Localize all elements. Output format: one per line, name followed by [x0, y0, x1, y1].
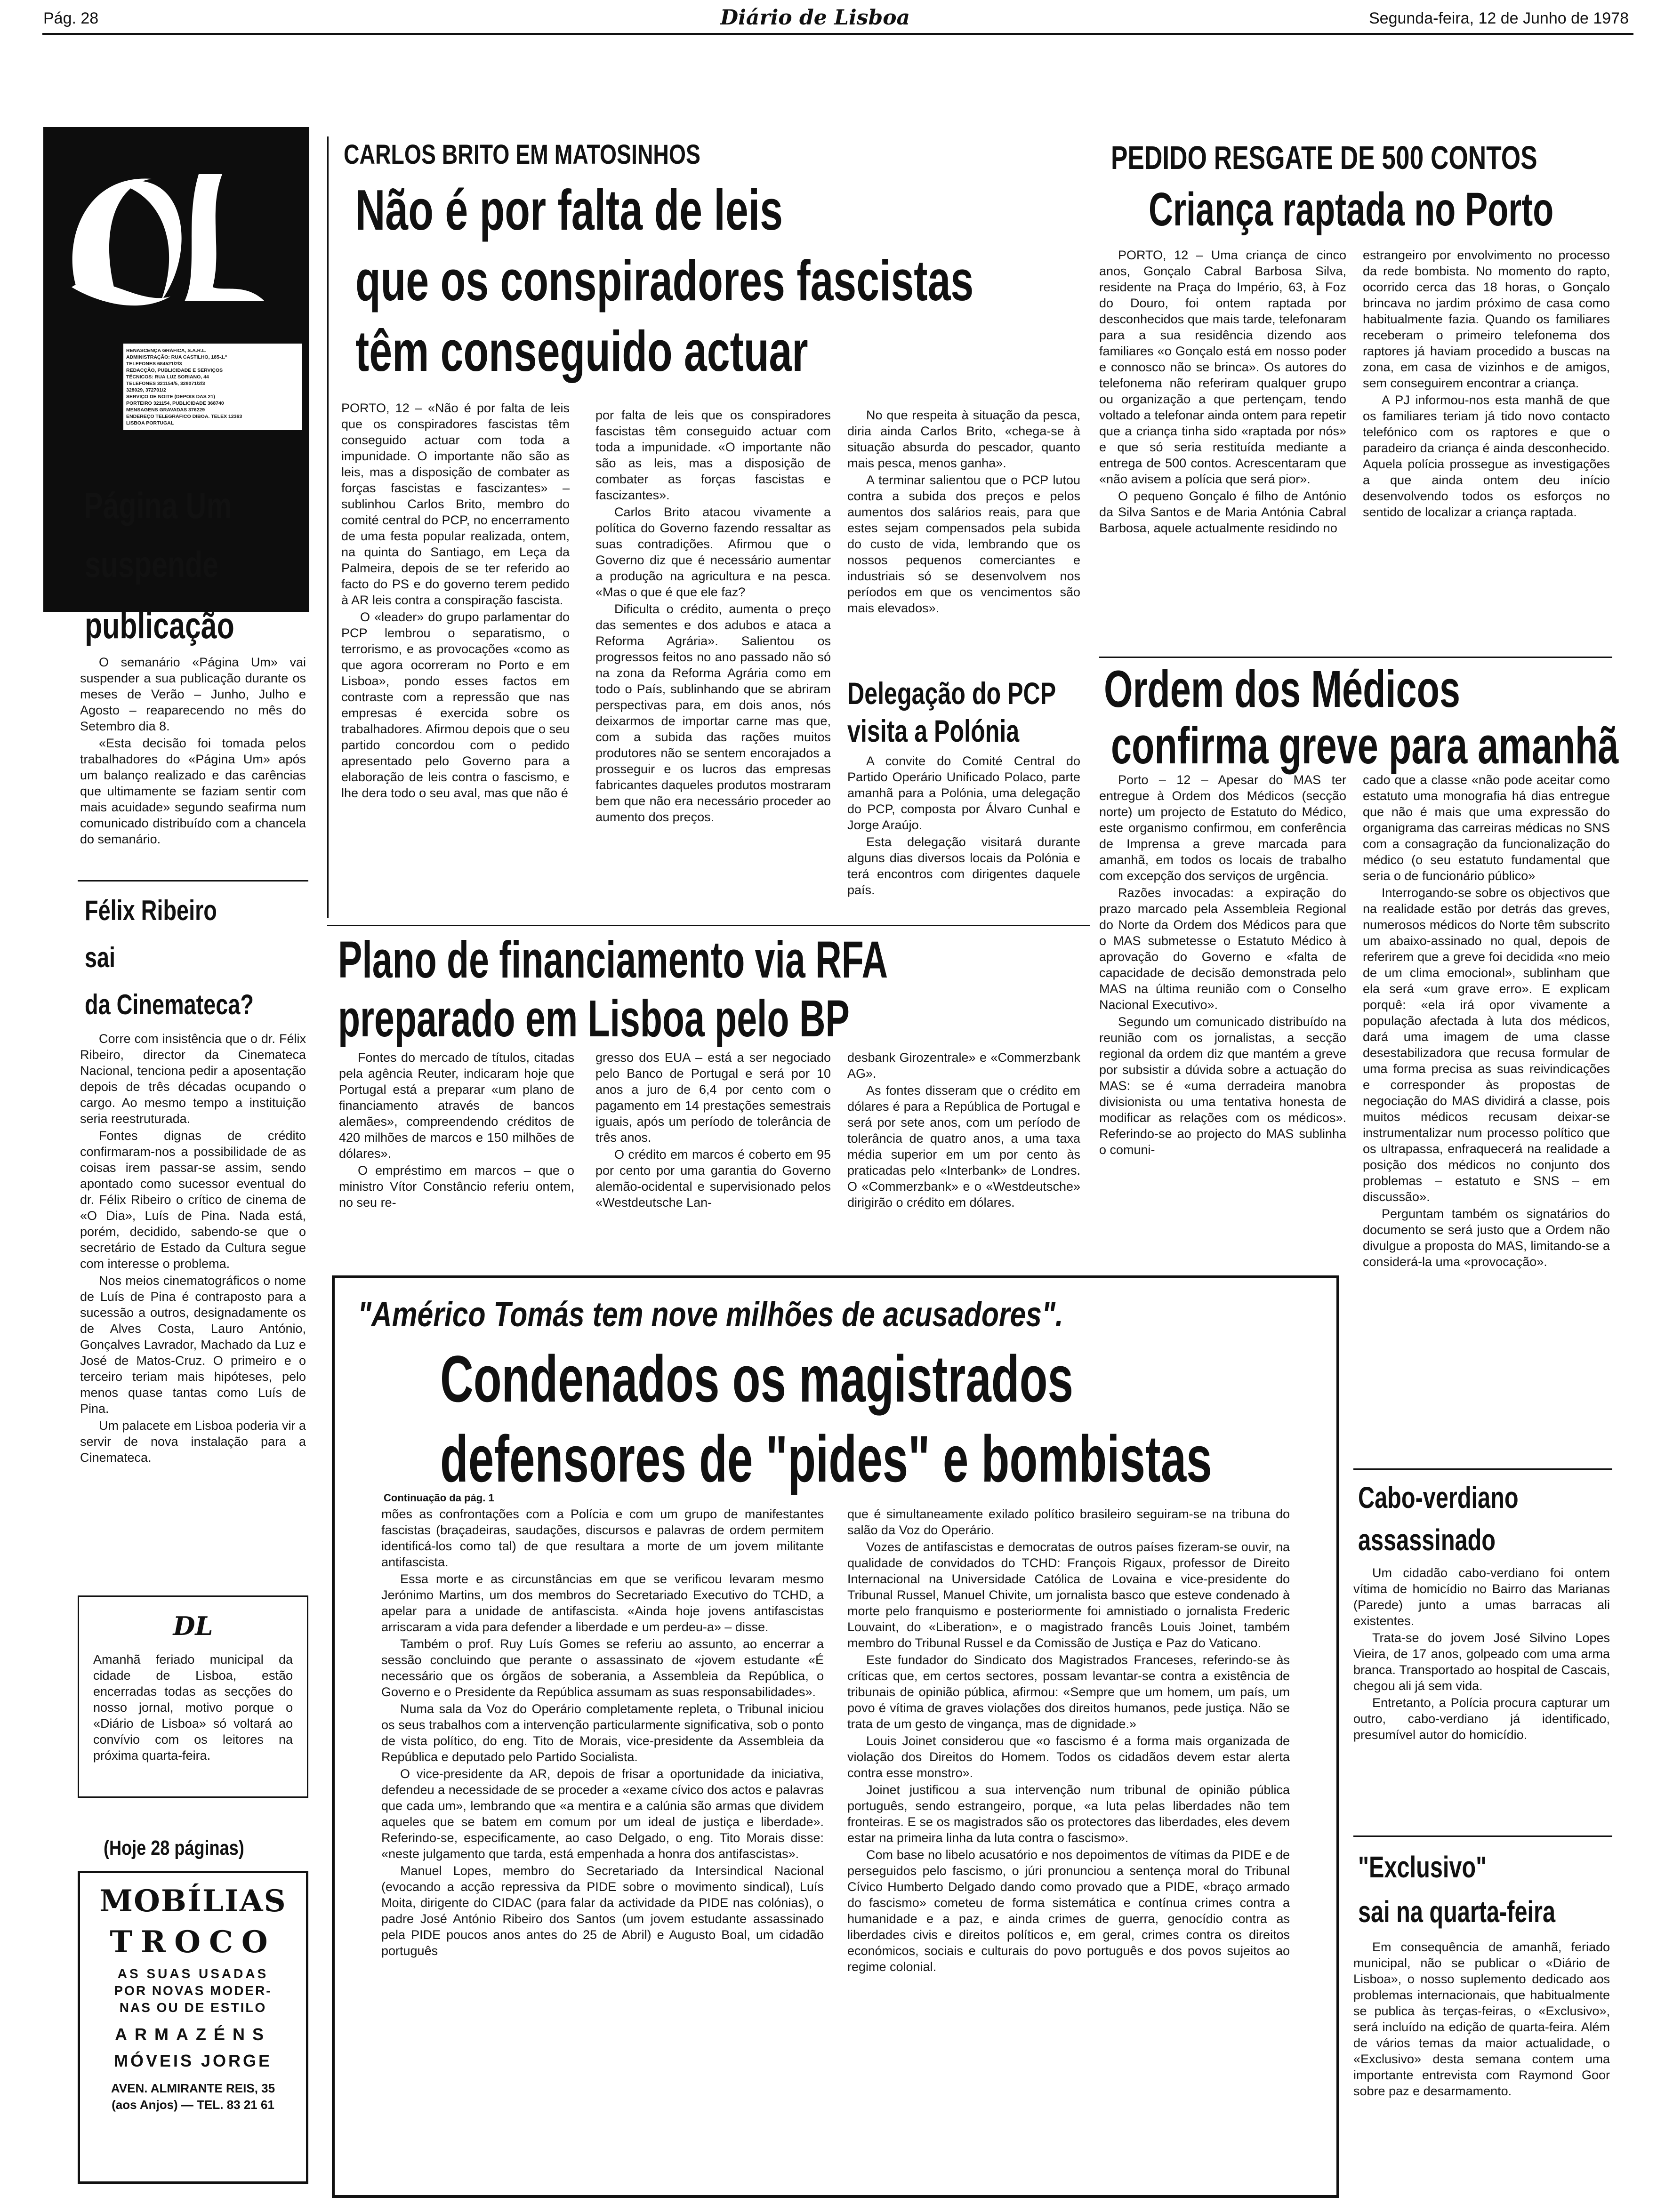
- plano-col-3: [847, 1050, 1080, 1257]
- plano-headline-1: Plano de financiamento via RFA: [338, 931, 888, 989]
- paragraph: que é simultaneamente exilado político brasileiro seguiram-se na tribuna do salão da Voz do Operário.: [847, 1507, 1290, 1537]
- crianca-col-1: [1099, 247, 1346, 652]
- imprint-line: MENSAGENS GRAVADAS 376229: [126, 407, 205, 413]
- plano-headline-2: preparado em Lisboa pelo BP: [338, 990, 850, 1048]
- imprint-line: RENASCENÇA GRÁFICA, S.A.R.L.: [126, 348, 207, 353]
- brito-kicker: CARLOS BRITO EM MATOSINHOS: [344, 139, 700, 170]
- paragraph: desbank Girozentrale» e «Commerzbank AG».: [847, 1050, 1080, 1081]
- paragraph: estrangeiro por envolvimento no processo da rede bombista. No momento do rapto, ocorrido cerca das 18 horas, o Gonçalo brincava no jardim próximo de casa como habitualmente fazia. Quando os familiares receberam o primeiro telefonema dos raptores já haviam procedido a buscas na zona, em casa de vizinhos e de amigos, sem conseguirem encontrar a criança.: [1363, 248, 1610, 390]
- exclusivo-text: [1353, 1939, 1610, 2198]
- imprint-line: SERVIÇO DE NOITE (DEPOIS DAS 21): [126, 394, 215, 400]
- paragraph: Perguntam também os signatários do documento se será justo que a Ordem não divulgue a proposta do MAS, limitando-se a considerá-la uma «provocação».: [1363, 1207, 1610, 1269]
- paragraph: Fontes do mercado de títulos, citadas pela agência Reuter, indicaram hoje que Portugal está a preparar «um plano de financiamento através de bancos alemães», compreendendo créditos de 420 milhões de marcos e 150 milhões de dólares».: [339, 1050, 574, 1161]
- paragraph: Dificulta o crédito, aumenta o preço das sementes e dos adubos e ataca a Reforma Agrária». Salientou os progressos feitos no ano passado não só na zona da Reforma Agrária como em todo o País, sublinhando que se abriram perspectivas para, em dois anos, nós deixarmos de importar carne mas que, com a subida das rações muitos produtores não se sentem encorajados a prosseguir e os lucros das empresas fabricantes daqueles produtos mostraram bem que não era necessário proceder ao aumento dos preços.: [595, 602, 831, 824]
- exclusivo-title-2: sai na quarta-feira: [1358, 1895, 1555, 1929]
- brito-col-2: [595, 407, 831, 918]
- continuation-note: Continuação da pág. 1: [384, 1492, 494, 1504]
- medicos-col-2: [1363, 772, 1610, 1464]
- exclusivo-title-1: "Exclusivo": [1358, 1850, 1487, 1884]
- divider: [1353, 1835, 1612, 1837]
- paragraph: A convite do Comité Central do Partido Operário Unificado Polaco, parte amanhã para a Polónia, uma delegação do PCP, composta por Álvaro Cunhal e Jorge Araújo.: [847, 754, 1080, 832]
- tomas-headline-2: defensores de "pides" e bombistas: [440, 1422, 1212, 1496]
- medicos-col-1: [1099, 772, 1346, 1271]
- paragraph: O empréstimo em marcos – que o ministro Vítor Constâncio referiu ontem, no seu re-: [339, 1163, 574, 1210]
- cabo-text: [1353, 1565, 1610, 1828]
- paragraph: No que respeita à situação da pesca, diria ainda Carlos Brito, «chega-se à situação absurda do pescador, quanto mais pesca, menos ganha».: [847, 408, 1080, 470]
- paragraph: Fontes dignas de crédito confirmaram-nos a possibilidade de as coisas irem passar-se assim, sendo apontado como sucessor eventual do dr. Félix Ribeiro o crítico de cinema de «O Dia», Luís de Pina. Nada está, porém, decidido, sabendo-se que o secretário de Estado da Cultura segue com interesse o problema.: [80, 1129, 306, 1271]
- paragraph: O vice-presidente da AR, depois de frisar a oportunidade da iniciativa, defendeu a necessidade de se proceder a «exame cívico dos actos e palavras que cada um», lembrando que «a mentira e a calúnia são armas que dividem aqueles que se batem em comum por um ideal de justiça e liberdade». Referindo-se, especificamente, ao caso Delgado, o eng. Tito Morais disse: «neste julgamento que tarda, está empenhada a honra dos antifascistas».: [381, 1767, 824, 1861]
- paragraph: O crédito em marcos é coberto em 95 por cento por uma garantia do Governo alemão-ocidental e supervisionado pelos «Westdeutsche Lan-: [595, 1147, 831, 1210]
- pagina-um-title-3: publicação: [85, 605, 234, 646]
- cabo-title-2: assassinado: [1358, 1523, 1496, 1557]
- paragraph: Em consequência de amanhã, feriado municipal, não se publicar o «Diário de Lisboa», o nosso suplemento dedicado aos problemas internacionais, que habitualmente se publica às terças-feiras, o «Exclusivo», será incluído na edição de quarta-feira. Além de vários temas da maior actualidade, o «Exclusivo» desta semana contem uma importante entrevista com Raymond Goor sobre paz e desarmamento.: [1353, 1940, 1610, 2098]
- paragraph: Esta delegação visitará durante alguns dias diversos locais da Polónia e terá encontros com dirigentes daquele país.: [847, 835, 1080, 897]
- plano-col-1: [339, 1050, 574, 1257]
- paragraph: As fontes disseram que o crédito em dólares é para a República de Portugal e será por sete anos, com um período de tolerância de quatro anos, a uma taxa média superior em um por cento às praticadas pelo «Interbank» de Londres. O «Commerzbank» e o «Westdeutsche» dirigirão o crédito em dólares.: [847, 1083, 1080, 1210]
- paragraph: Nos meios cinematográficos o nome de Luís de Pina é contraposto para a sucessão a outros, designadamente os de Alves Costa, Lauro António, Gonçalves Lavrador, Machado da Luz e José de Matos-Cruz. O primeiro e o terceiro teriam mais hipóteses, pelo menos quase tantas como Luís de Pina.: [80, 1274, 306, 1416]
- delegacao-text: [847, 753, 1080, 918]
- paragraph: Razões invocadas: a expiração do prazo marcado pela Assembleia Regional do Norte da Ordem dos Médicos para que o MAS submetesse o Estatuto Médico à aprovação do Governo e «falta de capacidade de decisão demonstrada pelo MAS na última reunião com o Conselho Nacional Executivo».: [1099, 886, 1346, 1012]
- imprint-line: TÉCNICOS: RUA LUZ SORIANO, 44: [126, 374, 209, 380]
- issue-date: Segunda-feira, 12 de Junho de 1978: [1368, 9, 1629, 27]
- paragraph: Com base no libelo acusatório e nos depoimentos de vítimas da PIDE e de perseguidos pelo fascismo, o júri pronunciou a sentença moral do Tribunal Cívico Humberto Delgado dando como provado que a PIDE, «braço armado do fascismo» cometeu de forma sistemática e contínua crimes contra a humanidade e a paz, e ainda crimes de guerra, genocídio contra as liberdades civis e direitos políticos e, em geral, crimes contra os direitos económicos, sociais e culturais do povo português e dos povos sujeitos ao regime colonial.: [847, 1848, 1290, 1974]
- ad-line: MÓVEIS JORGE: [113, 2051, 273, 2070]
- imprint-line: ENDEREÇO TELEGRÁFICO DIBOA. TELEX 12363: [126, 414, 242, 419]
- imprint-line: TELEFONES 321154/5, 328071/2/3: [126, 381, 205, 386]
- ad-line: POR NOVAS MODER-: [114, 1983, 272, 1998]
- delegacao-title-2: visita a Polónia: [847, 713, 1020, 748]
- ad-line: TROCO: [110, 1924, 276, 1960]
- felix-text: [80, 1031, 306, 1525]
- imprint-line: ADMINISTRAÇÃO: RUA CASTILHO, 185-1.º: [126, 354, 227, 360]
- paragraph: Um palacete em Lisboa poderia vir a servir de nova instalação para a Cinemateca.: [80, 1419, 306, 1465]
- felix-title-1: Félix Ribeiro: [85, 895, 217, 926]
- brito-headline-2: que os conspiradores fascistas: [355, 248, 974, 313]
- paragraph: Carlos Brito atacou vivamente a política do Governo fazendo ressaltar as suas contradições. Afirmou que o Governo diz que é necessário aumentar a produção na agricultura e na pesca. «Mas o que é que ele faz?: [595, 505, 831, 599]
- dl-monogram-icon: [43, 146, 309, 353]
- brito-headline-1: Não é por falta de leis: [355, 178, 783, 242]
- plano-col-2: [595, 1050, 831, 1257]
- paragraph: Trata-se do jovem José Silvino Lopes Vieira, de 17 anos, golpeado com uma arma branca. Transportado ao hospital de Cascais, chegou ali já sem vida.: [1353, 1631, 1610, 1693]
- paragraph: Essa morte e as circunstâncias em que se verificou levaram mesmo Jerónimo Martins, um dos membros do Secretariado Executivo do TCHD, a apelar para a unidade de antifascista. «Ainda hoje jovens antifascistas arriscaram a vida para defender a liberdade e um perdeu-a» – disse.: [381, 1572, 824, 1634]
- tomas-col-2: [847, 1506, 1290, 2191]
- paragraph: gresso dos EUA – está a ser negociado pelo Banco de Portugal e será por 10 anos a juro de 6,4 por cento com o pagamento em 14 prestações semestrais iguais, após um período de tolerância de três anos.: [595, 1050, 831, 1145]
- paragraph: Este fundador do Sindicato dos Magistrados Franceses, referindo-se às críticas que, em certos sectores, possam levantar-se contra a existência de tribunais de opinião pública, afirmou: «Sempre que um homem, um país, um povo é vítima de graves violações dos direitos humanos, pede justiça. Não se trata de um gesto de vingança, mas de dignidade.»: [847, 1653, 1290, 1731]
- paragraph: Entretanto, a Polícia procura capturar um outro, cabo-verdiano já identificado, presumível autor do homicídio.: [1353, 1696, 1610, 1742]
- delegacao-title-1: Delegação do PCP: [847, 676, 1056, 711]
- brito-col-1: [341, 400, 570, 918]
- cabo-title-1: Cabo-verdiano: [1358, 1481, 1519, 1515]
- hoje-paginas: (Hoje 28 páginas): [104, 1836, 244, 1859]
- paragraph: O pequeno Gonçalo é filho de António da Silva Santos e de Maria Antónia Cabral Barbosa, aquele actualmente residindo no: [1099, 489, 1346, 535]
- divider: [78, 880, 308, 882]
- pagina-um-title-2: suspende: [85, 544, 219, 585]
- paragraph: por falta de leis que os conspiradores fascistas têm conseguido actuar com toda a impunidade. «O importante não são as leis, mas a disposição de combater as forças fascistas e fascizantes».: [595, 408, 831, 502]
- pagina-um-text: [80, 654, 306, 875]
- paragraph: mões as confrontações com a Polícia e com um grupo de manifestantes fascistas (braçadeiras, saudações, discursos e palavras de ordem permitem identificá-los como tal) de que resultara a morte de um jovem militante antifascista.: [381, 1507, 824, 1569]
- tomas-col-1: [381, 1506, 824, 2191]
- paragraph: Segundo um comunicado distribuído na reunião com os jornalistas, a secção regional da ordem diz que mantém a greve por subsistir a dúvida sobre a actuação do MAS: se é «uma derradeira manobra divisionista ou uma tentativa honesta de modificar as relações com os médicos». Referindo-se ao projecto do MAS sublinha o comuni-: [1099, 1015, 1346, 1157]
- felix-title-2: sai: [85, 942, 116, 973]
- paragraph: Porto – 12 – Apesar do MAS ter entregue à Ordem dos Médicos (secção norte) um projecto de Estatuto do Médico, este organismo confirmou, em conferência de Imprensa a greve marcada para amanhã, em todos os locais de trabalho com excepção dos serviços de urgência.: [1099, 773, 1346, 883]
- paragraph: Corre com insistência que o dr. Félix Ribeiro, director da Cinemateca Nacional, tenciona pedir a aposentação depois de três décadas ocupando o cargo. Ao mesmo tempo a instituição seria reestruturada.: [80, 1032, 306, 1126]
- paragraph: «Esta decisão foi tomada pelos trabalhadores do «Página Um» após um balanço realizado e das carências que ultimamente se faziam sentir com mais acuidade» segundo seafirma num comunicado distribuído com a chancela do semanário.: [80, 736, 306, 846]
- dl-small-monogram: DL: [173, 1611, 213, 1641]
- brito-headline-3: têm conseguido actuar: [355, 319, 808, 383]
- imprint-line: REDACÇÃO, PUBLICIDADE E SERVIÇOS: [126, 368, 223, 373]
- crianca-kicker: PEDIDO RESGATE DE 500 CONTOS: [1111, 139, 1537, 176]
- imprint-line: PORTEIRO 321154, PUBLICIDADE 368740: [126, 401, 224, 406]
- paragraph: Interrogando-se sobre os objectivos que na realidade estão por detrás das greves, numerosos médicos do Norte têm subscrito um abaixo-assinado no qual, depois de referirem que a greve foi decidida «no meio de um clima emocional», sublinham que ela será «um grave erro». E explicam porquê: «ela irá opor vivamente a população afectada à luta dos médicos, dará uma imagem de uma classe desestabilizadora que recusa formular de uma forma precisa as suas reivindicações e corresponder às propostas de negociação do MAS dividirá a classe, pois muitos médicos recusam deixar-se instrumentalizar num processo político que os ultrapassa, enfraquecerá na realidade a posição dos médicos no conjunto dos problemas – estatuto e SNS – em discussão».: [1363, 886, 1610, 1204]
- pagina-um-title-1: Página Um: [84, 485, 232, 526]
- divider: [1353, 1468, 1612, 1470]
- brito-col-3: [847, 407, 1080, 671]
- column-rule: [327, 136, 329, 918]
- ad-line: (aos Anjos) — TEL. 83 21 61: [112, 2098, 274, 2112]
- tomas-kicker: "Américo Tomás tem nove milhões de acusadores".: [358, 1295, 1063, 1334]
- paragraph: Manuel Lopes, membro do Secretariado da Intersindical Nacional (evocando a acção repressiva da PIDE sobre o movimento sindical), Luís Moita, dirigente do CIDAC (para falar da actividade da PIDE nas colónias), o padre José António Ribeiro dos Santos (um jovem estudante assassinado pela PIDE poucos anos antes do 25 de Abril) e Augusto Boal, um cidadão português: [381, 1864, 824, 1958]
- crianca-col-2: [1363, 247, 1610, 652]
- divider: [1099, 657, 1612, 658]
- medicos-headline-1: Ordem dos Médicos: [1104, 660, 1460, 718]
- ad-line: ARMAZÉNS: [115, 2025, 271, 2044]
- felix-title-3: da Cinemateca?: [85, 989, 254, 1020]
- medicos-headline-2: confirma greve para amanhã: [1111, 717, 1619, 775]
- paragraph: Também o prof. Ruy Luís Gomes se referiu ao assunto, ao encerrar a sessão concluindo que perante o assassinato de «jovem estudante «É necessário que os órgãos de soberania, a Assembleia da República, o Governo e o Presidente da República assumam as suas responsabilidades».: [381, 1637, 824, 1699]
- imprint-line: 328029, 372701/2: [126, 387, 166, 393]
- logo-box: [43, 127, 309, 612]
- mobilias-ad: [78, 1871, 308, 2184]
- paragraph: PORTO, 12 – «Não é por falta de leis que os conspiradores fascistas têm conseguido actuar com toda a impunidade. O importante não são as leis, mas a disposição de combater as forças fascistas e fascizantes» – sublinhou Carlos Brito, membro do comité central do PCP, no encerramento de uma festa popular realizada, ontem, na quinta do Santiago, em Leça da Palmeira, depois de se ter referido ao facto do PS e do governo terem pedido à AR leis contra a conspiração fascista.: [341, 401, 570, 607]
- paragraph: A terminar salientou que o PCP lutou contra a subida dos preços e pelos aumentos dos salários reais, para que estes sejam compensados pela subida do custo de vida, lembrando que os nossos pequenos comerciantes e industriais só se desenvolvem nos períodos em que os vencimentos são mais elevados».: [847, 473, 1080, 615]
- ad-line: MOBÍLIAS: [99, 1883, 287, 1919]
- paragraph: Um cidadão cabo-verdiano foi ontem vítima de homicídio no Bairro das Marianas (Parede) junto a umas barracas ali existentes.: [1353, 1566, 1610, 1628]
- imprint-line: TELEFONES 684521/2/3: [126, 361, 182, 367]
- paragraph: Vozes de antifascistas e democratas de outros países fizeram-se ouvir, na qualidade de convidados do TCHD: François Rigaux, professor de Direito Internacional na Universidade Católica de Lovaina e vice-presidente do Tribunal Russel, Manuel Chivite, um jornalista basco que esteve condenado à morte pelo franquismo e posteriormente foi amnistiado o jornalista Frederic Louvaint, do «Liberation», e o magistrado francês Louis Joinet, também membro do Tribunal Russel e da Comissão de Justiça e Paz do Vaticano.: [847, 1540, 1290, 1650]
- imprint-block: [123, 344, 302, 430]
- divider: [327, 925, 1090, 926]
- masthead: Diário de Lisboa: [720, 6, 910, 30]
- imprint-line: LISBOA PORTUGAL: [126, 420, 174, 426]
- ad-line: NAS OU DE ESTILO: [119, 2000, 267, 2015]
- crianca-headline: Criança raptada no Porto: [1149, 183, 1554, 236]
- paragraph: A PJ informou-nos esta manhã de que os familiares teriam já tido novo contacto telefónico com os raptores e que o paradeiro da criança é ainda desconhecido. Aquela polícia prossegue as investigações a que ainda ontem deu início desenvolvendo todos os esforços no sentido de localizar a criança raptada.: [1363, 393, 1610, 519]
- ad-line: AVEN. ALMIRANTE REIS, 35: [111, 2081, 275, 2095]
- paragraph: PORTO, 12 – Uma criança de cinco anos, Gonçalo Cabral Barbosa Silva, residente na Praça do Império, 63, à Foz do Douro, foi ontem raptada por desconhecidos que mais tarde, telefonaram para a sua residência dizendo aos familiares «o Gonçalo está em nosso poder e connosco não se brinca». Os autores do telefonema não referiram qualquer grupo ou organização a que pertençam, tendo voltado a telefonar ainda ontem para repetir que a criança tinha sido «raptada por nós» e que só seria restituída mediante a entrega de 500 contos. Acrescentaram que «não avisem a polícia que será pior».: [1099, 248, 1346, 486]
- header-rule: [42, 33, 1633, 35]
- paragraph: Louis Joinet considerou que «o fascismo é a forma mais organizada de violação dos Direitos do Homem. Todos os cidadãos devem estar alerta contra esse monstro».: [847, 1734, 1290, 1780]
- paragraph: O «leader» do grupo parlamentar do PCP lembrou o separatismo, o terrorismo, e as provocações «como as que agora ocorreram no Porto e em Lisboa», pondo esses factos em contraste com a repressão que nas empresas é exercida sobre os trabalhadores. Afirmou depois que o seu partido concordou com o pedido apresentado pelo Governo para a elaboração de leis contra o fascismo, e lhe dera todo o seu aval, mas que não é: [341, 610, 570, 800]
- ad-line: AS SUAS USADAS: [117, 1966, 269, 1981]
- feriado-box: [78, 1595, 308, 1798]
- paragraph: Numa sala da Voz do Operário completamente repleta, o Tribunal iniciou os seus trabalhos com a intervenção particularmente significativa, sob o ponto de vista político, do eng. Tito de Morais, vice-presidente da Assembleia da República e deputado pelo Partido Socialista.: [381, 1702, 824, 1764]
- tomas-headline-1: Condenados os magistrados: [440, 1342, 1074, 1416]
- paragraph: O semanário «Página Um» vai suspender a sua publicação durante os meses de Verão – Junho, Julho e Agosto – reaparecendo no mês do Setembro dia 8.: [80, 655, 306, 733]
- page-number: Pág. 28: [43, 9, 99, 27]
- feriado-text: Amanhã feriado municipal da cidade de Lisboa, estão encerradas todas as secções do nosso jornal, motivo porque o «Diário de Lisboa» só voltará ao convívio com os leitores na próxima quarta-feira.: [93, 1652, 293, 1763]
- paragraph: cado que a classe «não pode aceitar como estatuto uma monografia há dias entregue que não é mais que uma expressão do organigrama das carreiras médicas no SNS com a consagração da funcionalização do médico (o seu estatuto fundamental que seria o de funcionário público»: [1363, 773, 1610, 883]
- paragraph: Joinet justificou a sua intervenção num tribunal de opinião pública português, sendo estrangeiro, porque, «a luta pelas liberdades não tem fronteiras. E se os magistrados são os protectores das liberdades, eles devem estar na primeira linha da luta contra o fascismo».: [847, 1783, 1290, 1845]
